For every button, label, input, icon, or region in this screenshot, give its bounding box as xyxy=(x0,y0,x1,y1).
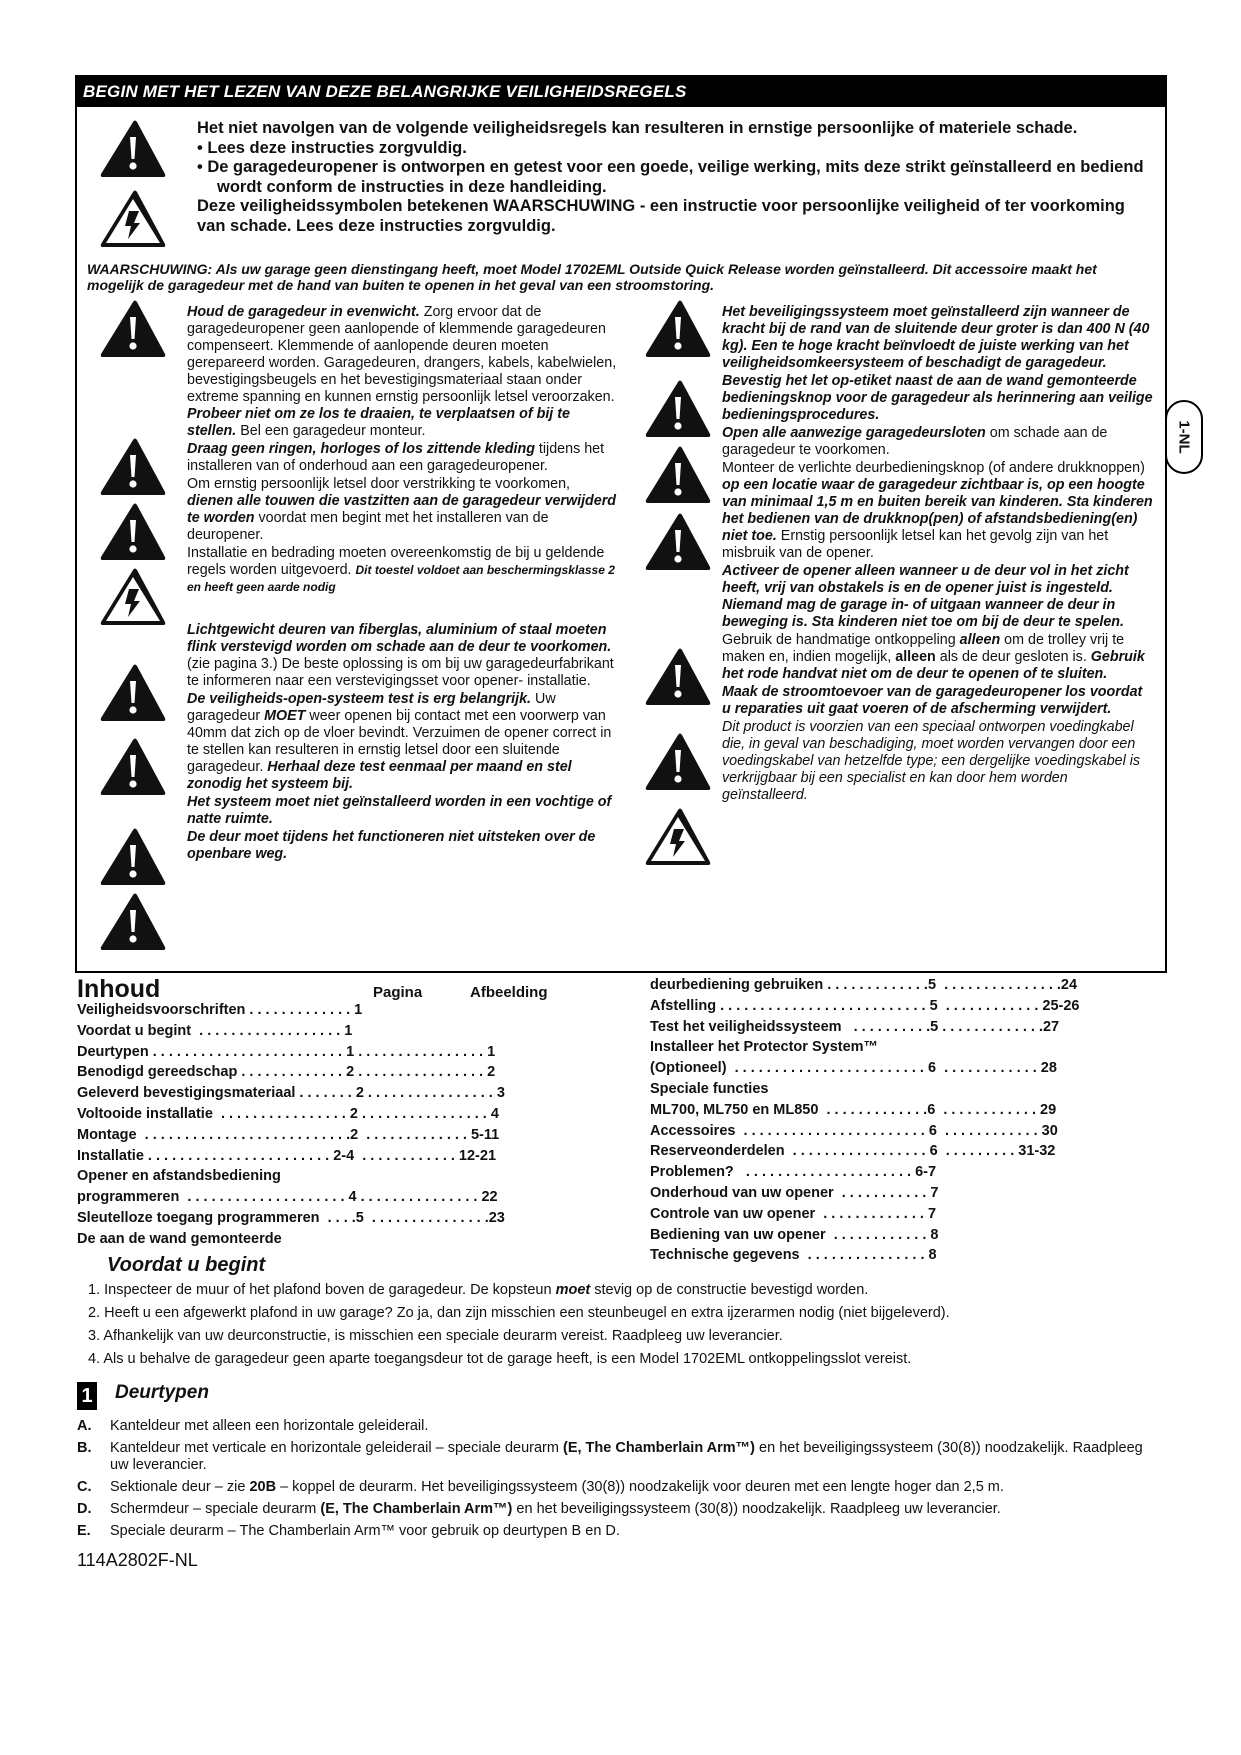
toc-title: Inhoud xyxy=(77,975,161,1003)
warning-icon xyxy=(99,299,167,359)
toc-entry: programmeren . . . . . . . . . . . . . . . . . . . . 4 . . . . . . . . . . . . . . . 22 xyxy=(77,1189,498,1206)
voordat-item: 4. Als u behalve de garagedeur geen aparte toegangsdeur tot de garage heeft, is een Model 1702EML ontkoppelingsslot vereist. xyxy=(88,1351,912,1367)
intro-text xyxy=(197,119,1157,236)
safety-box xyxy=(75,75,1167,973)
warning-icon xyxy=(99,437,167,497)
rule-label: Bevestig het let op-etiket naast de aan de wand gemonteerde bedieningsknop voor de garagedeur als herinnering aan veilige bedieningsprocedures. xyxy=(722,373,1153,423)
rule-lightweight-doors: Lichtgewicht deuren van fiberglas, aluminium of staal moeten flink verstevigd worden om schade aan de deur te voorkomen. (zie pagina 3.) De beste oplossing is om bij uw garagedeurfabrikant te informeren naar een verstevigingsset voor opener- installatie. xyxy=(187,622,614,689)
toc-entry: Deurtypen . . . . . . . . . . . . . . . . . . . . . . . . 1 . . . . . . . . . . . . . . . . 1 xyxy=(77,1043,496,1060)
deurtype-item: A. Kanteldeur met alleen een horizontale geleiderail. xyxy=(77,1418,429,1434)
toc-entry: Reserveonderdelen . . . . . . . . . . . . . . . . . 6 . . . . . . . . . 31-32 xyxy=(650,1143,1056,1160)
toc-entry: Opener en afstandsbediening xyxy=(77,1168,281,1185)
toc-entry: Voltooide installatie . . . . . . . . . . . . . . . . 2 . . . . . . . . . . . . . . . . 4 xyxy=(77,1105,499,1122)
warning-icon xyxy=(99,663,167,723)
warning-icon xyxy=(644,445,712,505)
rule-force: Het beveiligingssysteem moet geïnstalleerd zijn wanneer de kracht bij de rand van de sluitende deur groter is dan 400 N (40 kg). Een te hoge kracht beïnvloedt de juiste werking van het veiligheidsomkeersysteem of beschadigt de garagedeur. xyxy=(722,304,1150,371)
rule-safety-test: De veiligheids-open-systeem test is erg belangrijk. Uw garagedeur MOET weer openen bij contact met een voorwerp van 40mm dat zich op de vloer bevindt. Verzuimen de opener correct in te stellen kan resulteren in ernstig letsel door een sluitende garagedeur. Herhaal deze test eenmaal per maand en stel zonodig het systeem bij. xyxy=(187,691,612,792)
toc-entry: Sleutelloze toegang programmeren . . . .5 . . . . . . . . . . . . . . .23 xyxy=(77,1209,505,1226)
toc-entry: deurbediening gebruiken . . . . . . . . . . . . .5 . . . . . . . . . . . . . . .24 xyxy=(650,977,1078,993)
toc-col-afbeelding: Afbeelding xyxy=(470,984,548,1001)
toc-entry: Controle van uw opener . . . . . . . . . . . . . 7 xyxy=(650,1205,937,1222)
intro-symbols-note: Deze veiligheidssymbolen betekenen WAARSCHUWING - een instructie voor persoonlijke veiligheid of ter voorkoming van schade. Lees deze instructies zorgvuldig. xyxy=(197,197,1125,235)
intro-bullet: • Lees deze instructies zorgvuldig. xyxy=(197,138,467,157)
toc-entry: Installeer het Protector System™ xyxy=(650,1039,879,1056)
toc-entry: Benodigd gereedschap . . . . . . . . . . . . . 2 . . . . . . . . . . . . . . . . 2 xyxy=(77,1064,496,1081)
rule-locks: Open alle aanwezige garagedeursloten om schade aan de garagedeur te voorkomen. xyxy=(722,425,1108,458)
electric-warning-icon xyxy=(99,189,167,249)
rule-ropes: Om ernstig persoonlijk letsel door verstrikking te voorkomen, dienen alle touwen die vastzitten aan de garagedeur verwijderd te worden voordat men begint met het installeren van de deuropener. xyxy=(187,476,617,543)
electric-warning-icon xyxy=(99,567,167,627)
toc-entry: Installatie . . . . . . . . . . . . . . . . . . . . . . . 2-4 . . . . . . . . . . . . 12-21 xyxy=(77,1147,497,1164)
deurtypen-list xyxy=(77,1418,1157,1545)
toc-entry: Technische gegevens . . . . . . . . . . . . . . . 8 xyxy=(650,1247,937,1264)
rule-power: Maak de stroomtoevoer van de garagedeuropener los voordat u reparaties uit gaat voeren of de afscherming verwijdert. xyxy=(722,684,1143,717)
section-title-voordat: Voordat u begint xyxy=(107,1254,266,1276)
deurtype-item: D. Schermdeur – speciale deurarm (E, The Chamberlain Arm™) en het beveiligingssysteem (30(8)) noodzakelijk. Raadpleeg uw leverancier. xyxy=(77,1501,1001,1517)
voordat-item: 3. Afhankelijk van uw deurconstructie, is misschien een speciale deurarm vereist. Raadpleeg uw leverancier. xyxy=(88,1328,783,1344)
warning-note: WAARSCHUWING: Als uw garage geen dienstingang heeft, moet Model 1702EML Outside Quick Release worden geïnstalleerd. Dit accessoire maakt het mogelijk de garagedeur met de hand van buiten te openen in het geval van een stroomstoring. xyxy=(87,261,1097,293)
toc-entry: Accessoires . . . . . . . . . . . . . . . . . . . . . . . 6 . . . . . . . . . . . . 30 xyxy=(650,1122,1058,1139)
right-safety-column xyxy=(722,304,1154,805)
warning-icon xyxy=(644,647,712,707)
page-tab-label: 1-NL xyxy=(1175,420,1193,454)
toc-entry: Onderhoud van uw opener . . . . . . . . . . . 7 xyxy=(650,1184,939,1201)
page-tab xyxy=(1165,400,1203,474)
toc-left-list xyxy=(77,1000,577,1250)
warning-icon xyxy=(644,732,712,792)
toc-entry: ML700, ML750 en ML850 . . . . . . . . . . . . .6 . . . . . . . . . . . . 29 xyxy=(650,1101,1057,1118)
toc-entry: Bediening van uw opener . . . . . . . . . . . . 8 xyxy=(650,1226,939,1243)
intro-bullet: • De garagedeuropener is ontworpen en getest voor een goede, veilige werking, mits deze strikt geïnstalleerd en bediend wordt conform de instructies in deze handleiding. xyxy=(197,158,1144,196)
rule-power-cable: Dit product is voorzien van een speciaal ontworpen voedingkabel die, in geval van beschadiging, moet worden vervangen door een voedingskabel van hetzelfde type; een dergelijke voedingskabel is verkrijgbaar bij een specialist en kan door hem worden geïnstalleerd. xyxy=(722,719,1141,803)
rule-push-button: Monteer de verlichte deurbedieningsknop (of andere drukknoppen) op een locatie waar de garagedeur zichtbaar is, op een hoogte van minimaal 1,5 m en buiten bereik van kinderen. Sta kinderen het bedienen van de drukknop(pen) of afstandsbediening(en) niet toe. Ernstig persoonlijk letsel kan het gevolg zijn van het misbruik van de opener. xyxy=(722,460,1153,561)
toc-entry: Geleverd bevestigingsmateriaal . . . . . . . 2 . . . . . . . . . . . . . . . . 3 xyxy=(77,1085,505,1102)
toc-right-list xyxy=(650,975,1170,1266)
rule-activate: Activeer de opener alleen wanneer u de deur vol in het zicht heeft, vrij van obstakels is en de opener juist is ingesteld. Niemand mag de garage in- of uitgaan wanneer de deur in beweging is. Sta kinderen niet toe om bij de deur te spelen. xyxy=(722,563,1129,630)
section-title-deurtypen: Deurtypen xyxy=(115,1382,209,1403)
deurtype-item: E. Speciale deurarm – The Chamberlain Arm™ voor gebruik op deurtypen B en D. xyxy=(77,1523,620,1539)
document-code: 114A2802F-NL xyxy=(77,1550,198,1570)
voordat-item: 1. Inspecteer de muur of het plafond boven de garagedeur. De kopsteun moet stevig op de constructie bevestigd worden. xyxy=(88,1282,869,1298)
rule-wiring: Installatie en bedrading moeten overeenkomstig de bij u geldende regels worden uitgevoerd. Dit toestel voldoet aan beschermingsklasse 2 en heeft geen aarde nodig xyxy=(187,545,615,594)
warning-icon xyxy=(99,827,167,887)
toc-entry: Voordat u begint . . . . . . . . . . . . . . . . . . 1 xyxy=(77,1022,353,1039)
deurtype-item: C. Sektionale deur – zie 20B – koppel de deurarm. Het beveiligingssysteem (30(8)) noodzakelijk voor deuren met een lengte hoger dan 2,5 m. xyxy=(77,1479,1004,1495)
safety-banner: BEGIN MET HET LEZEN VAN DEZE BELANGRIJKE VEILIGHEIDSREGELS xyxy=(77,77,1165,107)
rule-public-road: De deur moet tijdens het functioneren niet uitsteken over de openbare weg. xyxy=(187,829,596,862)
voordat-item: 2. Heeft u een afgewerkt plafond in uw garage? Zo ja, dan zijn misschien een steunbeugel en extra ijzerarmen nodig (niet bijgeleverd). xyxy=(88,1305,950,1321)
warning-icon xyxy=(99,737,167,797)
toc-entry: Afstelling . . . . . . . . . . . . . . . . . . . . . . . . . . 5 . . . . . . . . . . . . 25-26 xyxy=(650,997,1080,1014)
toc-entry: Speciale functies xyxy=(650,1080,769,1097)
toc-entry: De aan de wand gemonteerde xyxy=(77,1230,282,1247)
section-number: 1 xyxy=(77,1382,97,1410)
warning-icon xyxy=(99,502,167,562)
rule-clothing: Draag geen ringen, horloges of los zittende kleding tijdens het installeren van of onderhoud aan een garagedeuropener. xyxy=(187,441,605,474)
warning-icon xyxy=(644,512,712,572)
toc-entry: Montage . . . . . . . . . . . . . . . . . . . . . . . . . .2 . . . . . . . . . . . . . 5-11 xyxy=(77,1126,500,1143)
left-safety-column xyxy=(187,304,617,864)
toc-entry: Veiligheidsvoorschriften . . . . . . . . . . . . . 1 xyxy=(77,1002,363,1018)
intro-line: Het niet navolgen van de volgende veiligheidsregels kan resulteren in ernstige persoonlijke of materiele schade. xyxy=(197,119,1078,137)
warning-icon xyxy=(644,379,712,439)
electric-warning-icon xyxy=(644,807,712,867)
warning-icon xyxy=(99,119,167,179)
rule-humidity: Het systeem moet niet geïnstalleerd worden in een vochtige of natte ruimte. xyxy=(187,794,612,827)
toc-entry: Problemen? . . . . . . . . . . . . . . . . . . . . . 6-7 xyxy=(650,1164,937,1181)
warning-icon xyxy=(644,299,712,359)
rule-balance: Houd de garagedeur in evenwicht. Zorg ervoor dat de garagedeuropener geen aanlopende of klemmende garagedeuren compenseert. Klemmende of aanlopende deuren moeten gerepareerd worden. Garagedeuren, drangers, kabels, kabelwielen, bevestigingsbeugels en het bevestigingsmateriaal staan onder extreme spanning en kunnen ernstig persoonlijk letsel veroorzaken. Probeer niet om ze los te draaien, te verplaatsen of bij te stellen. Bel een garagedeur monteur. xyxy=(187,304,617,439)
rule-manual-release: Gebruik de handmatige ontkoppeling alleen om de trolley vrij te maken en, indien mogelijk, alleen als de deur gesloten is. Gebruik het rode handvat niet om de deur te openen of te sluiten. xyxy=(722,632,1145,682)
deurtype-item: B. Kanteldeur met verticale en horizontale geleiderail – speciale deurarm (E, The Chamberlain Arm™) en het beveiligingssysteem (30(8)) noodzakelijk. Raadpleeg uw leverancier. xyxy=(77,1440,1143,1473)
toc-entry: (Optioneel) . . . . . . . . . . . . . . . . . . . . . . . . 6 . . . . . . . . . . . . 28 xyxy=(650,1060,1057,1077)
toc-entry: Test het veiligheidssysteem . . . . . . . . . .5 . . . . . . . . . . . . .27 xyxy=(650,1018,1060,1035)
voordat-list xyxy=(88,1279,1168,1371)
toc-col-pagina: Pagina xyxy=(373,984,423,1001)
warning-icon xyxy=(99,892,167,952)
